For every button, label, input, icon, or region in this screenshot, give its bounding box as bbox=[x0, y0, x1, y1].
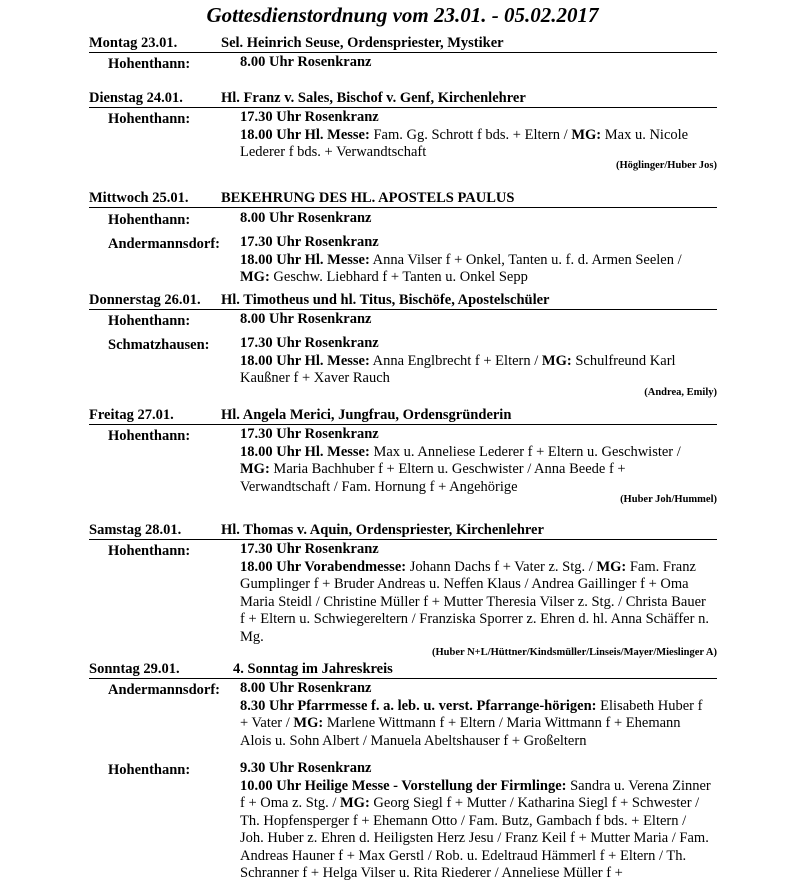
day-feast: Hl. Timotheus und hl. Titus, Bischöfe, Apostelschüler bbox=[221, 292, 550, 308]
service-time: 8.00 Uhr Rosenkranz bbox=[240, 210, 372, 226]
service-detail bbox=[240, 444, 712, 497]
place-label: Hohenthann: bbox=[108, 428, 191, 444]
service-detail bbox=[240, 778, 712, 883]
day-header-samstag bbox=[89, 522, 717, 540]
service-detail bbox=[240, 353, 712, 388]
intention-text: Anna Englbrecht f + Eltern / bbox=[369, 352, 542, 369]
day-date: Freitag 27.01. bbox=[89, 407, 174, 423]
service-entry bbox=[240, 680, 712, 750]
mg-label: MG: bbox=[571, 126, 602, 143]
mg-label: MG: bbox=[340, 795, 370, 811]
day-feast: Sel. Heinrich Seuse, Ordenspriester, Mystiker bbox=[221, 35, 504, 51]
place-label: Hohenthann: bbox=[108, 56, 191, 72]
service-entry bbox=[240, 335, 712, 388]
place-label: Hohenthann: bbox=[108, 111, 191, 127]
service-entry bbox=[240, 760, 712, 883]
service-entry bbox=[240, 109, 712, 162]
service-entry bbox=[240, 426, 712, 496]
service-time: 8.00 Uhr Rosenkranz bbox=[240, 680, 372, 696]
service-time: 18.00 Uhr Hl. Messe: bbox=[240, 126, 370, 143]
service-detail bbox=[240, 127, 712, 162]
day-feast: Hl. Thomas v. Aquin, Ordenspriester, Kirchenlehrer bbox=[221, 522, 544, 538]
day-date: Samstag 28.01. bbox=[89, 522, 182, 538]
service-time: 18.00 Uhr Hl. Messe: bbox=[240, 251, 370, 268]
place-label: Andermannsdorf: bbox=[108, 236, 220, 252]
mg-label: MG: bbox=[240, 461, 270, 477]
service-time: 8.00 Uhr Rosenkranz bbox=[240, 311, 372, 327]
intention-text: Anna Vilser f + Onkel, Tanten u. f. d. Armen Seelen / bbox=[369, 251, 682, 268]
place-label: Hohenthann: bbox=[108, 313, 191, 329]
server-credit: (Andrea, Emily) bbox=[644, 387, 717, 398]
day-date: Sonntag 29.01. bbox=[89, 661, 180, 677]
service-entry bbox=[240, 54, 712, 72]
place-label: Schmatzhausen: bbox=[108, 337, 210, 353]
service-time: 18.00 Uhr Hl. Messe: bbox=[240, 352, 370, 369]
service-detail bbox=[240, 559, 712, 647]
service-entry bbox=[240, 311, 712, 329]
day-header-sonntag bbox=[89, 661, 717, 679]
intention-text: Fam. Franz Gumplinger f + Bruder Andreas u. Neffen Klaus / Andrea Gaillinger f + Oma Maria Steidl / Christine Müller f + Mutter Theresia Vilser z. Stg. / Christa Bauer f + Eltern u. Schwiegereltern / Franziska Sporrer z. Ehren d. hl. Anna Schäffer n. Mg. bbox=[240, 558, 709, 645]
place-label: Hohenthann: bbox=[108, 543, 191, 559]
service-time: 17.30 Uhr Rosenkranz bbox=[240, 426, 379, 442]
intention-text: Max u. Anneliese Lederer f + Eltern u. Geschwister / bbox=[369, 443, 681, 460]
mg-label: MG: bbox=[293, 715, 324, 731]
intention-text: Max u. Nicole Lederer f bds. + Verwandtschaft bbox=[240, 126, 689, 160]
server-credit: (Höglinger/Huber Jos) bbox=[615, 160, 717, 171]
day-date: Mittwoch 25.01. bbox=[89, 190, 189, 206]
service-time: 17.30 Uhr Rosenkranz bbox=[240, 109, 379, 125]
mg-label: MG: bbox=[240, 269, 270, 285]
service-time: 8.00 Uhr Rosenkranz bbox=[240, 54, 372, 70]
day-feast: 4. Sonntag im Jahreskreis bbox=[233, 661, 393, 677]
day-date: Montag 23.01. bbox=[89, 35, 178, 51]
intention-text: Sandra u. Verena Zinner f + Oma z. Stg. / bbox=[240, 777, 711, 811]
mg-label: MG: bbox=[541, 352, 572, 369]
intention-text: Fam. Gg. Schrott f bds. + Eltern / bbox=[369, 126, 572, 143]
day-header-freitag bbox=[89, 407, 717, 425]
day-feast: Hl. Franz v. Sales, Bischof v. Genf, Kirchenlehrer bbox=[221, 90, 526, 106]
intention-text: Johann Dachs f + Vater z. Stg. / bbox=[406, 558, 597, 575]
service-time: 17.30 Uhr Rosenkranz bbox=[240, 541, 379, 557]
service-detail bbox=[240, 252, 712, 287]
day-header-donnerstag bbox=[89, 292, 717, 310]
day-date: Donnerstag 26.01. bbox=[89, 292, 201, 308]
day-feast: BEKEHRUNG DES HL. APOSTELS PAULUS bbox=[221, 190, 515, 206]
server-credit: (Huber N+L/Hüttner/Kindsmüller/Linseis/Mayer/Mieslinger A) bbox=[431, 647, 717, 658]
day-date: Dienstag 24.01. bbox=[89, 90, 183, 106]
service-detail bbox=[240, 698, 712, 751]
mg-label: MG: bbox=[596, 558, 627, 575]
service-entry bbox=[240, 541, 712, 646]
intention-text: Elisabeth Huber f + Vater / bbox=[240, 697, 703, 731]
day-header-dienstag bbox=[89, 90, 717, 108]
place-label: Hohenthann: bbox=[108, 212, 191, 228]
service-time: 18.00 Uhr Vorabendmesse: bbox=[240, 558, 407, 575]
intention-text: Schulfreund Karl Kaußner f + Xaver Rauch bbox=[240, 352, 676, 386]
day-header-mittwoch bbox=[89, 190, 717, 208]
service-entry bbox=[240, 210, 712, 228]
page-title: Gottesdienstordnung vom 23.01. - 05.02.2017 bbox=[206, 3, 599, 27]
intention-text: Georg Siegl f + Mutter / Katharina Siegl f + Schwester / Th. Hopfensperger f + Ehemann Otto / Fam. Butz, Gambach f bds. + Eltern / Joh. Huber z. Ehren d. Heiligsten Herz Jesu / Franz Keil f + Mutter Maria / Fam. Andreas Hauner f + Max Gerstl / Rob. u. Edeltraud Hämmerl f + Eltern / Th. Schranner f + Helga Vilser u. Rita Riederer / Anneliese Müller f + bbox=[240, 795, 709, 881]
server-credit: (Huber Joh/Hummel) bbox=[620, 494, 717, 505]
day-header-montag bbox=[89, 35, 717, 53]
intention-text: Maria Bachhuber f + Eltern u. Geschwister / Anna Beede f + Verwandtschaft / Fam. Hornung f + Angehörige bbox=[240, 461, 626, 495]
service-time: 9.30 Uhr Rosenkranz bbox=[240, 760, 372, 776]
intention-text: Marlene Wittmann f + Eltern / Maria Wittmann f + Ehemann Alois u. Sohn Albert / Manuela Abeltshauser f + Großeltern bbox=[240, 715, 681, 749]
day-feast: Hl. Angela Merici, Jungfrau, Ordensgründerin bbox=[221, 407, 512, 423]
service-entry bbox=[240, 234, 712, 287]
service-time: 17.30 Uhr Rosenkranz bbox=[240, 234, 379, 250]
intention-text: Geschw. Liebhard f + Tanten u. Onkel Sepp bbox=[269, 269, 528, 285]
place-label: Andermannsdorf: bbox=[108, 682, 220, 698]
service-time: 8.30 Uhr Pfarrmesse f. a. leb. u. verst. Pfarrange-hörigen: bbox=[240, 697, 597, 714]
service-time: 17.30 Uhr Rosenkranz bbox=[240, 335, 379, 351]
place-label: Hohenthann: bbox=[108, 762, 191, 778]
service-time: 10.00 Uhr Heilige Messe - Vorstellung der Firmlinge: bbox=[240, 777, 567, 794]
service-time: 18.00 Uhr Hl. Messe: bbox=[240, 443, 370, 460]
